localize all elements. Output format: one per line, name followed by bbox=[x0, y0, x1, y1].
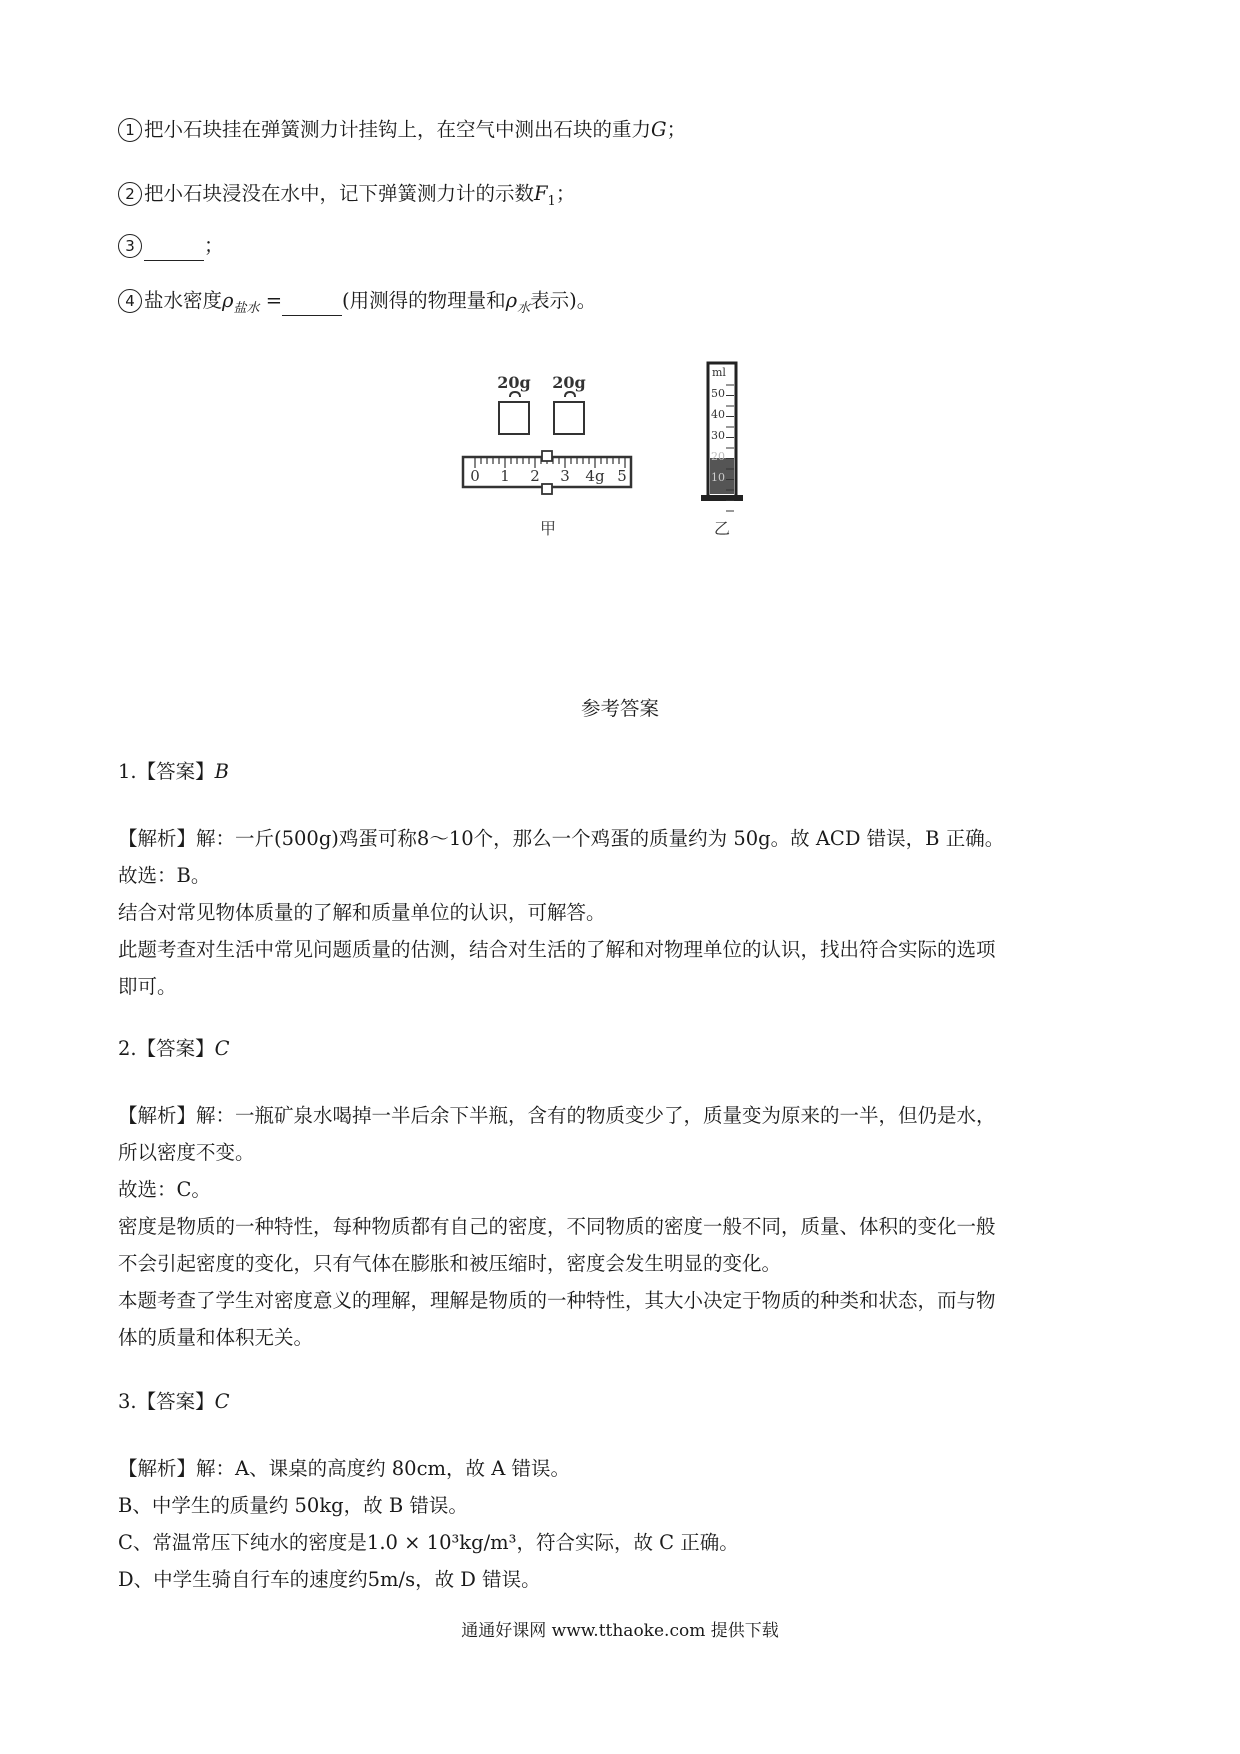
q2-line-1: 【解析】解：一瓶矿泉水喝掉一半后余下半瓶，含有的物质变少了，质量变为原来的一半，但仍是水， bbox=[118, 1104, 996, 1127]
step-2 bbox=[118, 180, 575, 216]
answers-title: 参考答案 bbox=[580, 697, 659, 720]
q3-analysis bbox=[118, 1450, 1113, 1598]
q2-label: 2.【答案】 bbox=[118, 1037, 215, 1060]
q1-label: 1.【答案】 bbox=[118, 760, 215, 783]
rider-top bbox=[542, 451, 552, 461]
q2-answer bbox=[118, 1035, 230, 1063]
q1-answer-letter: B bbox=[214, 760, 229, 783]
step-1-symbol: G bbox=[651, 118, 667, 141]
step-1-text: 把小石块挂在弹簧测力计挂钩上，在空气中测出石块的重力 bbox=[144, 118, 652, 141]
step-1-number: 1 bbox=[118, 118, 142, 142]
experiment-figure bbox=[460, 360, 790, 550]
step-2-number: 2 bbox=[118, 182, 142, 206]
cylinder-label-10: 10 bbox=[711, 471, 725, 484]
scale-label-3: 3 bbox=[560, 467, 570, 485]
q1-line-1: 【解析】解：一斤(500g)鸡蛋可称8～10个，那么一个鸡蛋的质量约为 50g。故 ACD 错误，B 正确。 bbox=[118, 827, 1005, 850]
q2-line-6: 本题考查了学生对密度意义的理解，理解是物质的一种特性，其大小决定于物质的种类和状态，而与物 bbox=[118, 1289, 996, 1312]
step-2-subscript: 1 bbox=[547, 193, 556, 209]
weight-label-2: 20g bbox=[552, 373, 586, 392]
caption-left: 甲 bbox=[539, 519, 557, 538]
step-4-number: 4 bbox=[118, 289, 142, 313]
step-3-end: ； bbox=[204, 234, 224, 257]
weight-hook-2 bbox=[565, 392, 575, 397]
step-4-rho2-sub: 水 bbox=[517, 300, 531, 316]
step-3-number: 3 bbox=[118, 234, 142, 258]
q2-answer-letter: C bbox=[214, 1037, 230, 1060]
q2-line-7: 体的质量和体积无关。 bbox=[118, 1326, 314, 1349]
q1-line-2: 故选：B。 bbox=[118, 864, 211, 887]
step-1 bbox=[118, 116, 686, 144]
q2-line-3: 故选：C。 bbox=[118, 1178, 211, 1201]
q2-line-2: 所以密度不变。 bbox=[118, 1141, 255, 1164]
scale-label-0: 0 bbox=[470, 467, 480, 485]
q3-answer-letter: C bbox=[214, 1390, 230, 1413]
q3-line-2: B、中学生的质量约 50kg，故 B 错误。 bbox=[118, 1494, 468, 1517]
cylinder-label-50: 50 bbox=[711, 387, 725, 400]
step-4-rho-sub: 盐水 bbox=[233, 300, 260, 316]
cylinder-base bbox=[701, 495, 743, 501]
q3-line-1: 【解析】解：A、课桌的高度约 80cm，故 A 错误。 bbox=[118, 1457, 570, 1480]
scale-label-5: 5 bbox=[617, 467, 627, 485]
weight-label-1: 20g bbox=[497, 373, 531, 392]
q1-line-3: 结合对常见物体质量的了解和质量单位的认识，可解答。 bbox=[118, 901, 606, 924]
q3-line-4: D、中学生骑自行车的速度约5m/s，故 D 错误。 bbox=[118, 1568, 541, 1591]
q2-line-5: 不会引起密度的变化，只有气体在膨胀和被压缩时，密度会发生明显的变化。 bbox=[118, 1252, 782, 1275]
step-3 bbox=[118, 232, 224, 261]
caption-right: 乙 bbox=[713, 519, 731, 538]
page-footer: 通通好课网 www.tthaoke.com 提供下载 bbox=[461, 1621, 779, 1641]
scale-label-1: 1 bbox=[500, 467, 510, 485]
weights-group bbox=[499, 392, 584, 434]
step-4-pre: 盐水密度 bbox=[144, 289, 223, 312]
q1-line-5: 即可。 bbox=[118, 975, 177, 998]
step-3-blank bbox=[144, 232, 204, 261]
q2-analysis bbox=[118, 1097, 1113, 1356]
q3-line-3: C、常温常压下纯水的密度是1.0 × 10³kg/m³，符合实际，故 C 正确。 bbox=[118, 1531, 739, 1554]
weight-1 bbox=[499, 402, 529, 434]
ruler bbox=[463, 451, 631, 494]
step-1-end: ； bbox=[666, 118, 687, 141]
step-4-post: 表示)。 bbox=[530, 289, 597, 312]
step-4-mid: (用测得的物理量和 bbox=[342, 289, 506, 312]
q1-answer bbox=[118, 758, 229, 786]
cylinder-label-20: 20 bbox=[711, 450, 725, 463]
scale-label-4: 4g bbox=[585, 467, 605, 485]
step-2-end: ； bbox=[555, 182, 576, 205]
step-4-rho: ρ bbox=[222, 289, 234, 312]
scale-label-2: 2 bbox=[530, 467, 540, 485]
q1-line-4: 此题考查对生活中常见问题质量的估测，结合对生活的了解和对物理单位的认识，找出符合实际的选项 bbox=[118, 938, 996, 961]
q3-label: 3.【答案】 bbox=[118, 1390, 215, 1413]
step-4-blank bbox=[282, 287, 342, 316]
weight-2 bbox=[554, 402, 584, 434]
rider-bottom bbox=[542, 484, 552, 494]
step-4-rho2: ρ bbox=[505, 289, 518, 312]
cylinder-label-30: 30 bbox=[711, 429, 725, 442]
weight-hook-1 bbox=[510, 392, 520, 397]
cylinder-unit: ml bbox=[712, 366, 726, 379]
step-2-symbol: F bbox=[534, 182, 548, 205]
step-2-text: 把小石块浸没在水中，记下弹簧测力计的示数 bbox=[144, 182, 535, 205]
step-4-eq: = bbox=[259, 289, 283, 312]
cylinder-label-40: 40 bbox=[711, 408, 725, 421]
q3-answer bbox=[118, 1388, 230, 1416]
step-4 bbox=[118, 287, 596, 323]
q1-analysis bbox=[118, 820, 1113, 1005]
q2-line-4: 密度是物质的一种特性，每种物质都有自己的密度，不同物质的密度一般不同，质量、体积的变化一般 bbox=[118, 1215, 996, 1238]
